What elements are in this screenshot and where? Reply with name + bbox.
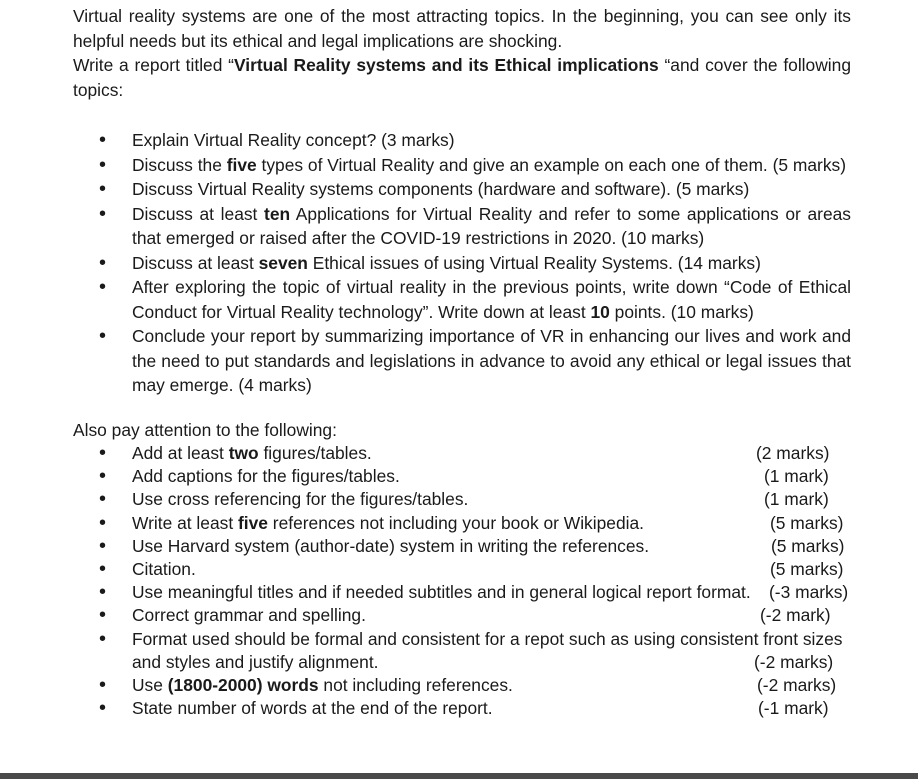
- topic-item: [73, 202, 851, 251]
- requirement-text: Citation.: [132, 559, 196, 580]
- topic-text: After exploring the topic of virtual reality in the previous points, write down “Code of Ethical Conduct for Virtual Reality technology”. Write down at least: [132, 277, 851, 322]
- assignment-document: [73, 4, 851, 720]
- requirement-marks: (1 mark): [764, 489, 829, 510]
- intro-text: Virtual reality systems are one of the most attracting topics. In the beginning, you can see only its helpful needs but its ethical and legal implications are shocking.: [73, 6, 851, 51]
- topic-text: Conclude your report by summarizing importance of VR in enhancing our lives and work and the need to put standards and legislations in advance to avoid any ethical or legal issues that may emerge. (4 marks): [132, 326, 851, 395]
- topic-item: [73, 275, 851, 324]
- requirement-marks: (5 marks): [770, 559, 844, 580]
- topic-text: points. (10 marks): [609, 301, 754, 322]
- topic-text: Discuss the: [132, 154, 227, 175]
- requirement-text: Write at least: [132, 512, 238, 533]
- requirement-marks: (-2 mark): [760, 605, 831, 626]
- attention-list: [73, 442, 851, 720]
- topic-emphasis: seven: [258, 252, 308, 273]
- requirement-item: [73, 535, 851, 558]
- requirement-marks: (-3 marks): [769, 582, 849, 603]
- requirement-emphasis: two: [228, 443, 259, 463]
- page-bottom-edge: [0, 773, 918, 779]
- requirement-marks: (5 marks): [770, 512, 844, 533]
- topic-text: types of Virtual Reality and give an example on each one of them. (5 marks): [256, 154, 847, 175]
- topic-text: Discuss at least: [132, 203, 265, 224]
- requirement-item: [73, 674, 851, 697]
- requirement-item: [73, 465, 851, 488]
- topic-text: Discuss at least: [132, 252, 259, 273]
- topic-text: Explain Virtual Reality concept? (3 marks): [132, 130, 455, 150]
- requirement-text: Use cross referencing for the figures/tables.: [132, 489, 469, 510]
- requirement-marks: (-2 marks): [754, 651, 834, 672]
- requirement-text: Correct grammar and spelling.: [132, 605, 366, 626]
- requirement-text: Use: [132, 675, 168, 696]
- write-instruction-end: “and cover the following topics:: [73, 55, 851, 100]
- topic-emphasis: 10: [590, 301, 610, 322]
- requirement-item: [73, 512, 851, 535]
- requirement-item: [73, 442, 851, 465]
- requirement-marks: (-1 mark): [758, 698, 829, 719]
- topic-item: [73, 153, 851, 178]
- topic-item: [73, 324, 851, 398]
- requirement-text: State number of words at the end of the report.: [132, 698, 493, 719]
- topic-emphasis: ten: [264, 203, 291, 224]
- requirement-text: Use Harvard system (author-date) system in writing the references.: [132, 535, 650, 556]
- requirement-item: [73, 581, 851, 604]
- topic-item: [73, 251, 851, 276]
- requirement-marks: (2 marks): [756, 443, 830, 463]
- requirement-emphasis: (1800-2000) words: [167, 675, 319, 696]
- attention-heading: Also pay attention to the following:: [73, 419, 337, 440]
- requirement-item: [73, 488, 851, 511]
- requirement-text: Format used should be formal and consistent for a repot such as using consistent front sizes and styles and justify alignment.: [132, 628, 843, 672]
- requirement-item: [73, 558, 851, 581]
- requirement-emphasis: five: [238, 512, 268, 533]
- requirement-item: [73, 697, 851, 720]
- requirement-text: references not including your book or Wikipedia.: [267, 512, 644, 533]
- topics-list: [73, 128, 851, 398]
- requirement-text: Add at least: [132, 443, 229, 463]
- requirement-marks: (5 marks): [771, 535, 845, 556]
- requirement-marks: (-2 marks): [757, 675, 837, 696]
- requirement-text: figures/tables.: [258, 443, 372, 463]
- requirement-item: [73, 628, 851, 674]
- topic-text: Applications for Virtual Reality and refer to some applications or areas that emerged or raised after the COVID-19 restrictions in 2020. (10 marks): [132, 203, 851, 248]
- requirement-marks: (1 mark): [764, 466, 829, 487]
- topic-emphasis: five: [226, 154, 257, 175]
- report-title: Virtual Reality systems and its Ethical implications: [233, 55, 659, 75]
- topic-text: Discuss Virtual Reality systems components (hardware and software). (5 marks): [132, 179, 750, 199]
- topic-text: Ethical issues of using Virtual Reality Systems. (14 marks): [307, 252, 761, 273]
- write-instruction-start: Write a report titled “: [73, 55, 234, 75]
- intro-paragraph: [73, 4, 851, 102]
- requirement-text: Add captions for the figures/tables.: [132, 466, 400, 487]
- topic-item: [73, 128, 851, 153]
- topic-item: [73, 177, 851, 202]
- requirement-item: [73, 604, 851, 627]
- requirement-text: Use meaningful titles and if needed subtitles and in general logical report format.: [132, 582, 751, 603]
- requirement-text: not including references.: [318, 675, 513, 696]
